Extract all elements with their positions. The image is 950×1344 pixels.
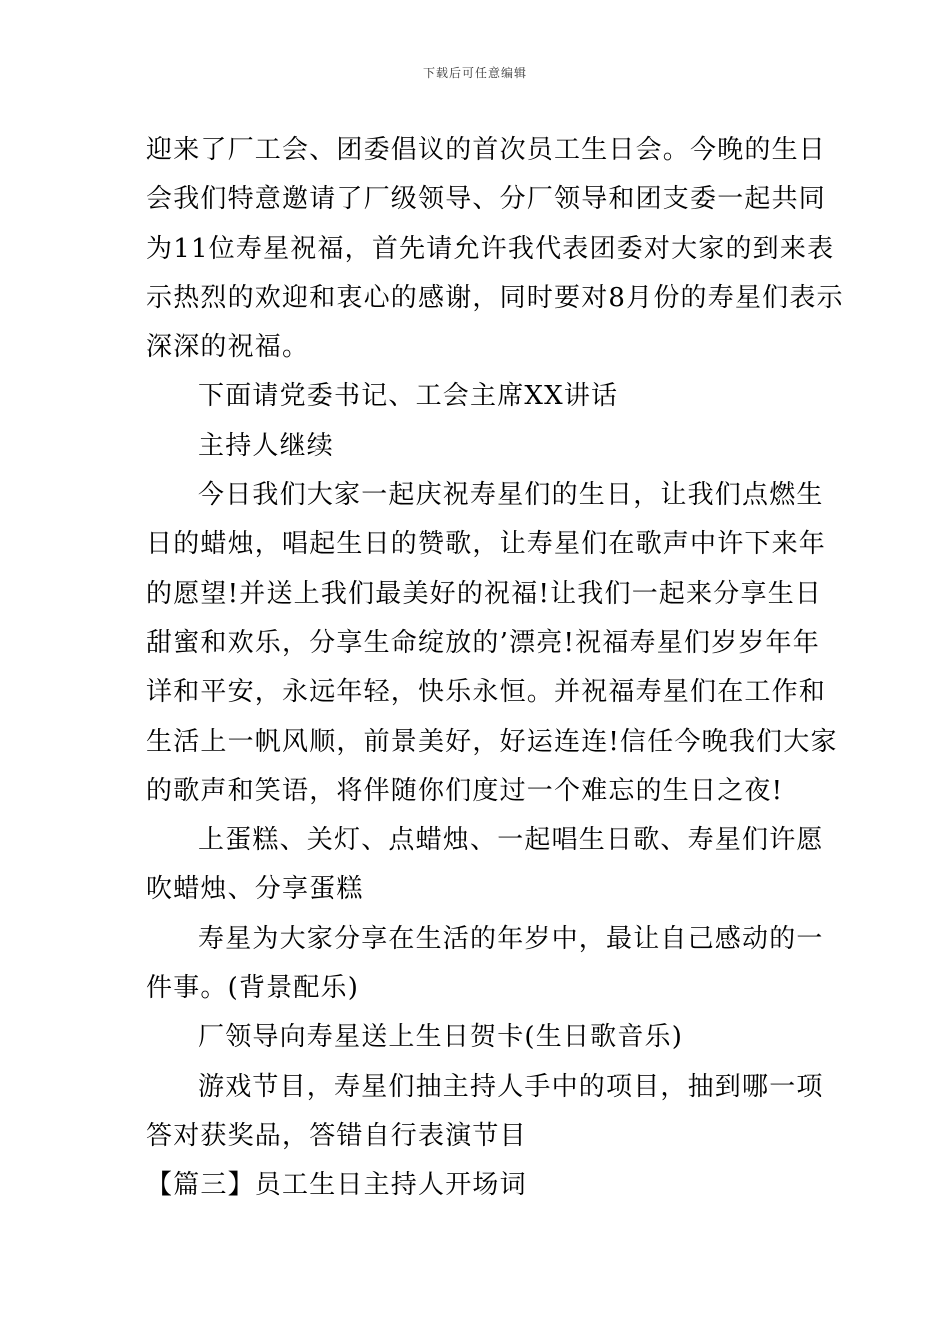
document-body — [146, 126, 844, 1211]
paragraph-line: 今日我们大家一起庆祝寿星们的生日，让我们点燃生 — [198, 480, 824, 511]
paragraph-line: 吹蜡烛、分享蛋糕 — [146, 874, 364, 905]
paragraph — [146, 471, 838, 816]
paragraph — [146, 372, 810, 421]
paragraph-line: 甜蜜和欢乐，分享生命绽放的’漂亮!祝福寿星们岁岁年年 — [146, 627, 820, 658]
paragraph-line: 上蛋糕、关灯、点蜡烛、一起唱生日歌、寿星们许愿 — [198, 825, 824, 856]
paragraph-list — [146, 126, 844, 1161]
paragraph-line: 件事。(背景配乐) — [146, 973, 360, 1004]
paragraph — [146, 915, 824, 1014]
paragraph — [146, 1063, 824, 1162]
section-title: 【篇三】员工生日主持人开场词 — [146, 1170, 527, 1201]
paragraph — [146, 1013, 810, 1062]
paragraph-line: 的歌声和笑语，将伴随你们度过一个难忘的生日之夜! — [146, 775, 784, 806]
paragraph — [146, 126, 844, 372]
paragraph-line: 迎来了厂工会、团委倡议的首次员工生日会。今晚的生日 — [146, 135, 827, 165]
paragraph-line: 厂领导向寿星送上生日贺卡(生日歌音乐) — [198, 1022, 684, 1053]
page-header: 下载后可任意编辑 — [422, 66, 527, 80]
paragraph — [146, 816, 824, 915]
paragraph-line: 会我们特意邀请了厂级领导、分厂领导和团支委一起共同 — [146, 184, 827, 215]
paragraph-line: 示热烈的欢迎和衷心的感谢，同时要对8月份的寿星们表示 — [146, 282, 844, 313]
paragraph-line: 下面请党委书记、工会主席XX讲话 — [198, 381, 619, 412]
paragraph — [146, 422, 810, 471]
paragraph-line: 游戏节目，寿星们抽主持人手中的项目，抽到哪一项 — [198, 1071, 824, 1102]
paragraph-line: 生活上一帆风顺，前景美好，好运连连!信任今晚我们大家 — [146, 726, 838, 757]
paragraph-line: 为11位寿星祝福，首先请允许我代表团委对大家的到来表 — [146, 233, 835, 264]
paragraph-line: 答对获奖品，答错自行表演节目 — [146, 1120, 527, 1151]
paragraph-line: 寿星为大家分享在生活的年岁中，最让自己感动的一 — [198, 923, 824, 954]
paragraph-line: 的愿望!并送上我们最美好的祝福!让我们一起来分享生日 — [146, 578, 823, 609]
paragraph-line: 深深的祝福。 — [146, 332, 310, 363]
paragraph-line: 主持人继续 — [198, 430, 335, 461]
paragraph-line: 详和平安，永远年轻，快乐永恒。并祝福寿星们在工作和 — [146, 677, 827, 708]
paragraph-line: 日的蜡烛，唱起生日的赞歌，让寿星们在歌声中许下来年 — [146, 529, 827, 560]
